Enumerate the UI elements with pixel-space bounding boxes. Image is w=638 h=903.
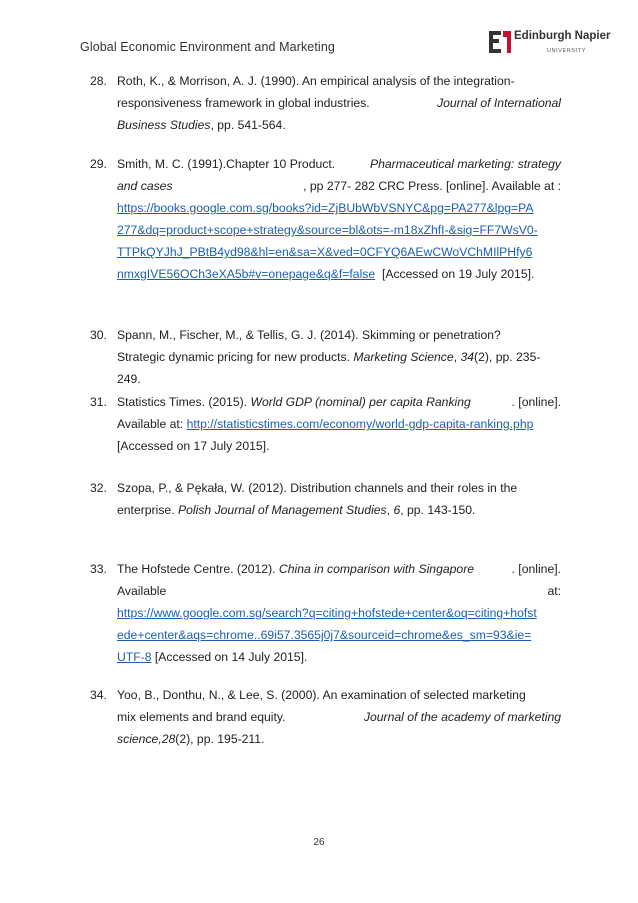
reference-number: 28. bbox=[90, 74, 107, 88]
reference-line bbox=[90, 197, 561, 219]
reference-number: 30. bbox=[90, 328, 107, 342]
reference-link[interactable]: 277&dq=product+scope+strategy&source=bl&ots=-m18xZhfI-&sig=FF7WsV0- bbox=[117, 223, 538, 237]
reference-link[interactable]: TTPkQYJhJ_PBtB4yd98&hl=en&sa=X&ved=0CFYQ6AEwCWoVChMIlPHfy6 bbox=[117, 245, 533, 259]
reference-link[interactable]: http://statisticstimes.com/economy/world-gdp-capita-ranking.php bbox=[186, 417, 534, 431]
reference-item bbox=[90, 684, 561, 750]
reference-link[interactable]: nmxgIVE56OCh3eXA5b#v=onepage&q&f=false bbox=[117, 267, 376, 281]
reference-link[interactable]: https://www.google.com.sg/search?q=citing+hofstede+center&oq=citing+hofst bbox=[117, 606, 537, 620]
reference-line bbox=[90, 624, 561, 646]
reference-item bbox=[90, 558, 561, 668]
reference-number: 33. bbox=[90, 562, 107, 576]
reference-line bbox=[90, 602, 561, 624]
reference-line: nmxgIVE56OCh3eXA5b#v=onepage&q&f=false [Accessed on 19 July 2015]. bbox=[117, 267, 535, 281]
reference-line: Strategic dynamic pricing for new products. Marketing Science, 34(2), pp. 235- bbox=[117, 350, 541, 364]
university-logo bbox=[487, 29, 611, 63]
reference-line bbox=[90, 241, 561, 263]
reference-item bbox=[90, 391, 561, 457]
reference-line: Roth, K., & Morrison, A. J. (1990). An empirical analysis of the integration- bbox=[117, 74, 515, 88]
reference-line: mix elements and brand equity. Journal of the academy of marketing bbox=[117, 710, 561, 724]
reference-number: 29. bbox=[90, 157, 107, 171]
reference-line: and cases , pp 277- 282 CRC Press. [online]. Available at : bbox=[117, 179, 561, 193]
logo-name: Edinburgh Napier bbox=[514, 30, 611, 42]
reference-line: Smith, M. C. (1991).Chapter 10 Product. Pharmaceutical marketing: strategy bbox=[117, 157, 561, 171]
logo-mark-icon bbox=[487, 29, 513, 59]
page-number: 26 bbox=[313, 837, 325, 848]
reference-line: Statistics Times. (2015). World GDP (nominal) per capita Ranking . [online]. bbox=[117, 395, 561, 409]
reference-link[interactable]: https://books.google.com.sg/books?id=ZjBUbWbVSNYC&pg=PA277&lpg=PA bbox=[117, 201, 534, 215]
reference-line: responsiveness framework in global industries. Journal of International bbox=[117, 96, 561, 110]
reference-item bbox=[90, 477, 561, 521]
reference-line: 249. bbox=[117, 372, 141, 386]
reference-item bbox=[90, 324, 561, 390]
reference-line: The Hofstede Centre. (2012). China in comparison with Singapore . [online]. bbox=[117, 562, 561, 576]
header-title: Global Economic Environment and Marketing bbox=[80, 40, 335, 54]
reference-line: Available at: bbox=[117, 584, 561, 598]
reference-line: Available at: http://statisticstimes.com/economy/world-gdp-capita-ranking.php bbox=[117, 417, 534, 431]
logo-subtitle: UNIVERSITY bbox=[547, 48, 587, 54]
reference-line: UTF-8 [Accessed on 14 July 2015]. bbox=[117, 650, 308, 664]
reference-line bbox=[90, 219, 561, 241]
reference-line: enterprise. Polish Journal of Management Studies, 6, pp. 143-150. bbox=[117, 503, 476, 517]
reference-line: Szopa, P., & Pękała, W. (2012). Distribution channels and their roles in the bbox=[117, 481, 518, 495]
reference-item bbox=[90, 153, 561, 285]
reference-line: Business Studies, pp. 541-564. bbox=[117, 118, 286, 132]
reference-number: 32. bbox=[90, 481, 107, 495]
reference-number: 34. bbox=[90, 688, 107, 702]
reference-line: [Accessed on 17 July 2015]. bbox=[117, 439, 270, 453]
reference-line: Yoo, B., Donthu, N., & Lee, S. (2000). An examination of selected marketing bbox=[117, 688, 526, 702]
reference-link[interactable]: ede+center&aqs=chrome..69i57.3565j0j7&sourceid=chrome&es_sm=93&ie= bbox=[117, 628, 532, 642]
reference-link[interactable]: UTF-8 bbox=[117, 650, 152, 664]
reference-line: Spann, M., Fischer, M., & Tellis, G. J. (2014). Skimming or penetration? bbox=[117, 328, 501, 342]
reference-item bbox=[90, 70, 561, 136]
reference-line: science,28(2), pp. 195-211. bbox=[117, 732, 265, 746]
reference-number: 31. bbox=[90, 395, 107, 409]
